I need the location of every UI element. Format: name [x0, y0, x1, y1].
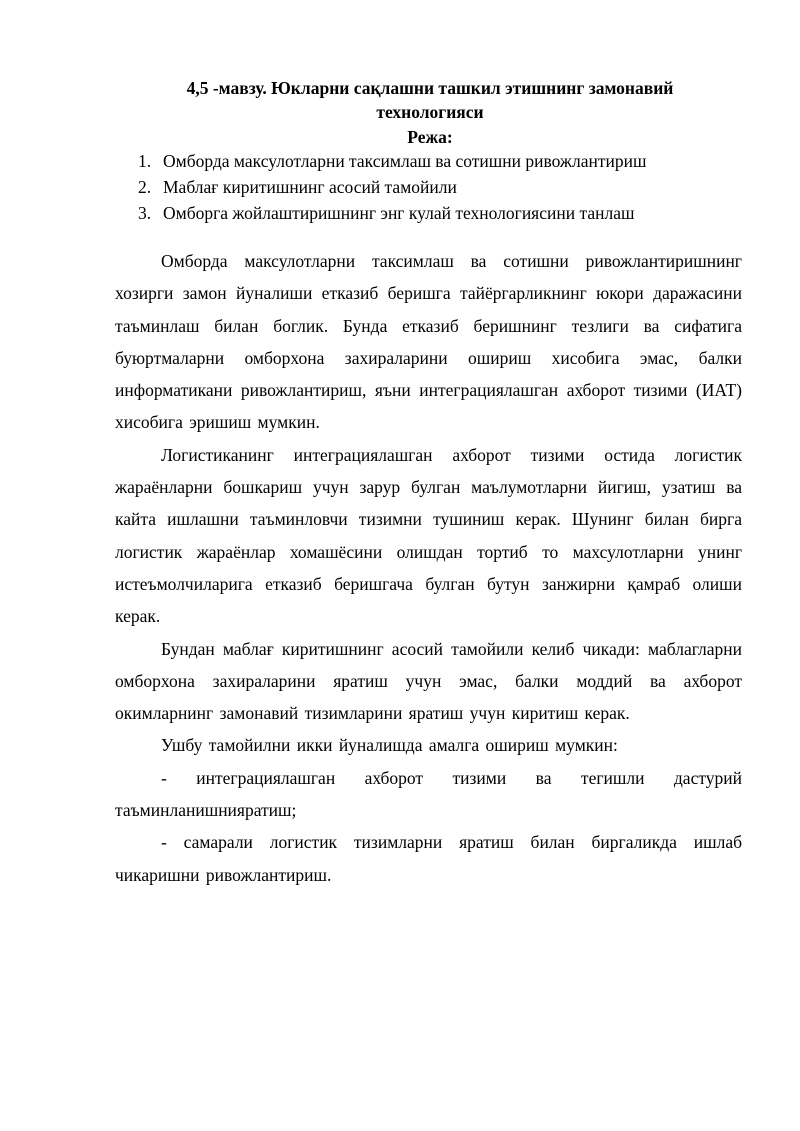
body-paragraph: Логистиканинг интеграциялашган ахборот тизими остида логистик жараёнларни бошкариш учун зарур булган маълумотларни йигиш, узатиш ва кайта ишлашни таъминловчи тизимни тушиниш керак. Шунинг билан бирга логистик жараёнлар хомашёсини олишдан тортиб то махсулотларни унинг истеъмолчиларига етказиб беришгача булган бутун занжирни қамраб олиши керак. — [115, 444, 742, 627]
plan-heading: Режа: — [407, 127, 453, 147]
plan-item — [138, 148, 647, 174]
body-paragraph: - самарали логистик тизимларни яратиш билан биргаликда ишлаб чикаришни ривожлантириш. — [115, 832, 742, 885]
body-paragraph: - интеграциялашган ахборот тизими ва тегишли дастурий таъминланишнияратиш; — [115, 767, 742, 821]
plan-item-number: 3. — [138, 203, 152, 223]
document-title-line-1: 4,5 -мавзу. Юкларни сақлашни ташкил этишнинг замонавий — [186, 78, 674, 98]
plan-item-number: 1. — [138, 151, 152, 171]
plan-list — [138, 148, 647, 226]
plan-item-text: Омборда максулотларни таксимлаш ва сотишни ривожлантириш — [163, 151, 647, 171]
body-paragraph: Бундан маблағ киритишнинг асосий тамойили келиб чикади: маблагларни омборхона захираларини яратиш учун эмас, балки моддий ва ахборот окимларнинг замонавий тизимларини яратиш учун киритиш керак. — [115, 638, 742, 724]
document-body — [115, 245, 742, 891]
plan-item — [138, 174, 647, 200]
plan-item-number: 2. — [138, 177, 152, 197]
body-paragraph: Ушбу тамойилни икки йуналишда амалга ошириш мумкин: — [161, 735, 618, 756]
body-paragraph: Омборда максулотларни таксимлаш ва сотишни ривожлантиришнинг хозирги замон йуналиши етказиб беришга тайёргарликнинг юкори даражасини таъминлаш билан боглик. Бунда етказиб беришнинг тезлиги ва сифатига буюртмаларни омборхона захираларини ошириш хисобига эмас, балки информатикани ривожлантириш, яъни интеграциялашган ахборот тизими (ИАТ) хисобига эришиш мумкин. — [115, 251, 742, 433]
plan-item-text: Омборга жойлаштиришнинг энг кулай технологиясини танлаш — [163, 203, 635, 223]
document-title-line-2: технологияси — [376, 102, 484, 122]
plan-item — [138, 200, 647, 226]
plan-item-text: Маблағ киритишнинг асосий тамойили — [163, 177, 457, 197]
